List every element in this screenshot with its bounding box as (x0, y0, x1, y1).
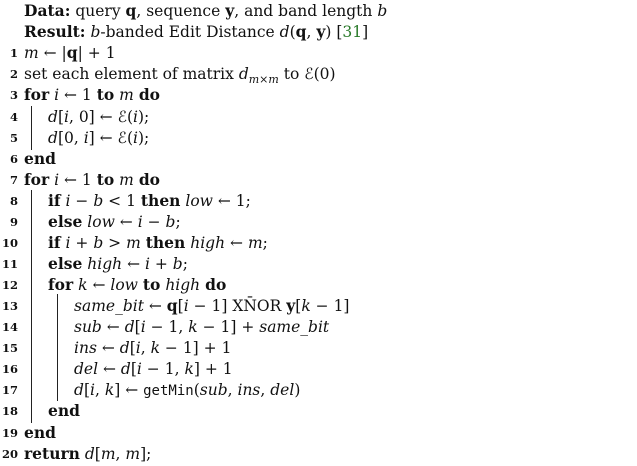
result-line-text: Result: b-banded Edit Distance d(q, y) [31] (24, 22, 369, 41)
line-code: if i − b < 1 then low ← 1; (48, 191, 251, 210)
line-code: for i ← 1 to m do (24, 170, 160, 189)
line-code: else high ← i + b; (48, 254, 188, 273)
line-number: 15 (2, 341, 19, 355)
line-number: 7 (9, 173, 18, 187)
line-number: 8 (9, 194, 18, 208)
line-number: 6 (9, 152, 18, 166)
line-code: d[i, 0] ← ℰ(i); (48, 108, 150, 126)
line-code: same_bit ← q[i − 1] XN̄OR y[k − 1] (74, 296, 350, 315)
line-code: for i ← 1 to m do (24, 85, 160, 104)
line-code: for k ← low to high do (48, 275, 227, 294)
line-number: 1 (9, 46, 18, 60)
line-number: 4 (9, 110, 18, 124)
line-code: if i + b > m then high ← m; (48, 233, 268, 252)
line-number: 19 (2, 426, 19, 440)
line-code: else low ← i − b; (48, 212, 181, 231)
line-number: 5 (9, 131, 18, 145)
for-body-guide-2 (31, 190, 32, 423)
line-number: 17 (2, 383, 19, 397)
line-number: 18 (2, 404, 19, 418)
line-number: 20 (2, 447, 19, 461)
line-number: 14 (2, 320, 19, 334)
line-number: 11 (2, 257, 19, 271)
for-body-guide-3 (57, 294, 58, 401)
line-code: end (24, 423, 56, 442)
line-number: 13 (2, 299, 19, 313)
line-number: 2 (9, 67, 18, 81)
line-number: 10 (2, 236, 19, 250)
line-code: sub ← d[i − 1, k − 1] + same_bit (74, 318, 330, 336)
for-body-guide-1 (31, 106, 32, 150)
line-code: ins ← d[i, k − 1] + 1 (74, 339, 232, 357)
line-number: 3 (9, 88, 18, 102)
line-code: m ← |q| + 1 (24, 43, 116, 62)
line-code: set each element of matrix $d_{m\times m}$ to ℰ(0) (24, 65, 336, 87)
line-code: end (48, 401, 80, 420)
data-line-text: Data: query q, sequence y, and band length b (24, 1, 388, 20)
line-number: 12 (2, 278, 19, 292)
line-number: 16 (2, 362, 19, 376)
line-code: d[i, k] ← getMin(sub, ins, del) (74, 381, 301, 399)
line-code: d[0, i] ← ℰ(i); (48, 129, 150, 147)
line-code: end (24, 149, 56, 168)
line-number: 9 (9, 215, 18, 229)
line-code: return d[m, m]; (24, 444, 152, 463)
line-code: del ← d[i − 1, k] + 1 (74, 360, 233, 378)
